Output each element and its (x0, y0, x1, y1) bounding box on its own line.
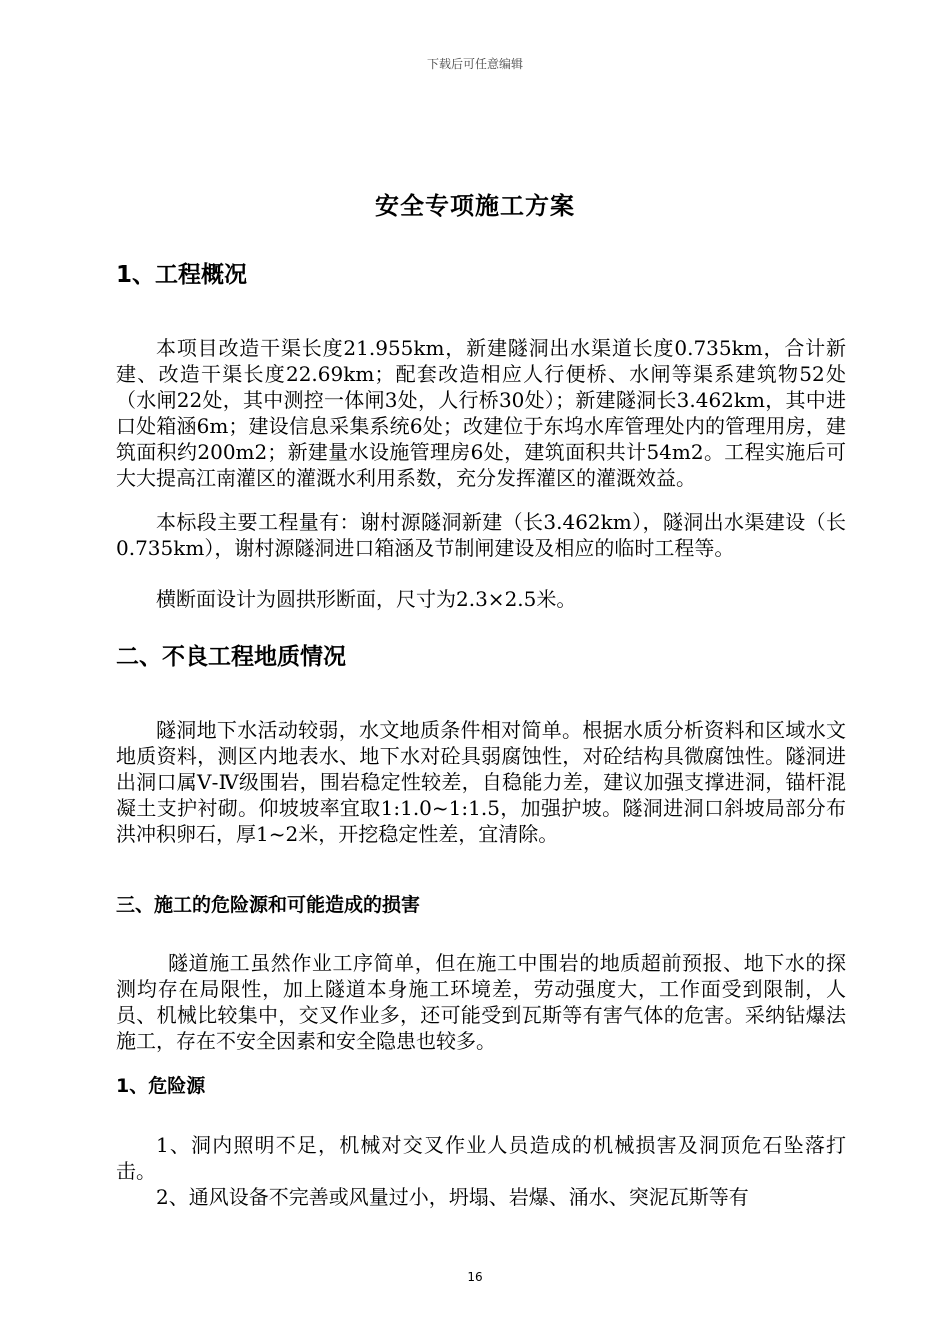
document-title: 安全专项施工方案 (375, 192, 575, 220)
paragraph: 2、通风设备不完善或风量过小，坍塌、岩爆、涌水、突泥瓦斯等有 (156, 1185, 749, 1209)
section-heading-geology: 二、不良工程地质情况 (116, 644, 346, 670)
paragraph: 隧洞地下水活动较弱，水文地质条件相对简单。根据水质分析资料和区域水文地质资料，测区内地表水、地下水对砼具弱腐蚀性，对砼结构具微腐蚀性。隧洞进出洞口属Ⅴ-Ⅳ级围岩，围岩稳定性较差，自稳能力差，建议加强支撑进洞，锚杆混凝土支护衬砌。仰坡坡率宜取1:1.0~1:1.5，加强护坡。隧洞进洞口斜坡局部分布洪冲积卵石，厚1~2米，开挖稳定性差，宜清除。 (116, 718, 846, 846)
subsection-heading-hazard-sources: 1、危险源 (116, 1075, 206, 1097)
paragraph: 1、洞内照明不足，机械对交叉作业人员造成的机械损害及洞顶危石坠落打击。 (116, 1133, 846, 1183)
section-heading-hazards: 三、施工的危险源和可能造成的损害 (116, 894, 421, 916)
page-number: 16 (467, 1270, 483, 1284)
paragraph: 隧道施工虽然作业工序简单，但在施工中围岩的地质超前预报、地下水的探测均存在局限性，加上隧道本身施工环境差，劳动强度大，工作面受到限制，人员、机械比较集中，交叉作业多，还可能受到瓦斯等有害气体的危害。采纳钻爆法施工，存在不安全因素和安全隐患也较多。 (116, 951, 846, 1053)
paragraph: 本项目改造干渠长度21.955km，新建隧洞出水渠道长度0.735km，合计新建、改造干渠长度22.69km；配套改造相应人行便桥、水闸等渠系建筑物52处（水闸22处，其中测控一体闸3处，人行桥30处）；新建隧洞长3.462km，其中进口处箱涵6m；建设信息采集系统6处；改建位于东坞水库管理处内的管理用房，建筑面积约200m2；新建量水设施管理房6处，建筑面积共计54m2。工程实施后可大大提高江南灌区的灌溉水利用系数，充分发挥灌区的灌溉效益。 (116, 336, 846, 490)
paragraph: 本标段主要工程量有：谢村源隧洞新建（长3.462km），隧洞出水渠建设（长0.735km），谢村源隧洞进口箱涵及节制闸建设及相应的临时工程等。 (116, 510, 846, 560)
header-note: 下载后可任意编辑 (426, 57, 523, 71)
paragraph: 横断面设计为圆拱形断面，尺寸为2.3×2.5米。 (156, 587, 577, 611)
section-heading-overview: 1、工程概况 (116, 262, 248, 288)
